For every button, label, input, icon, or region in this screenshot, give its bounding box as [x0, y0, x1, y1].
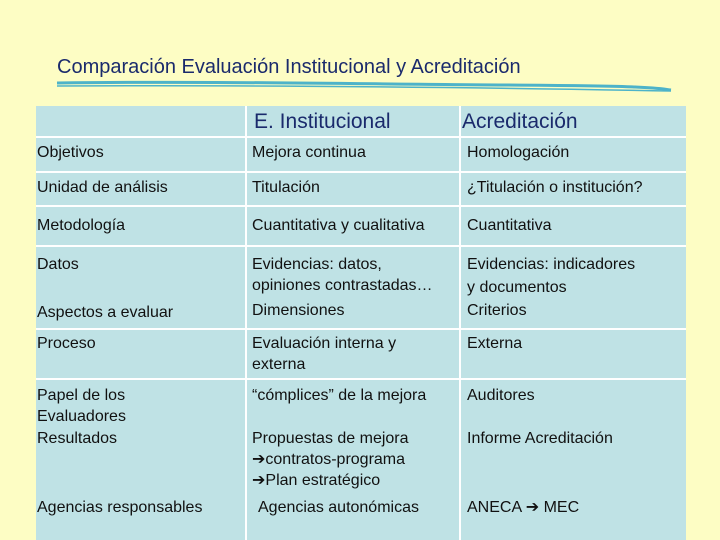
cell-line: opiniones contrastadas… — [252, 277, 433, 294]
cell-acreditacion: Homologación — [467, 144, 570, 161]
cell-institucional: “cómplices” de la mejora — [252, 387, 427, 404]
cell-acreditacion — [467, 254, 635, 298]
row-label: Agencias responsables — [37, 499, 203, 516]
row-divider — [36, 328, 686, 330]
slide-title: Comparación Evaluación Institucional y Acreditación — [57, 56, 521, 78]
cell-institucional: Titulación — [252, 179, 320, 196]
title-underline — [55, 78, 673, 92]
cell-line: Evidencias: datos, — [252, 256, 382, 273]
cell-line: Evidencias: indicadores — [467, 256, 636, 273]
row-label: Proceso — [37, 335, 96, 352]
cell-text: MEC — [543, 499, 580, 516]
cell-line: Evaluadores — [37, 408, 126, 425]
cell-institucional: Agencias autonómicas — [258, 499, 419, 516]
cell-line: y documentos — [467, 279, 567, 296]
cell-institucional — [252, 333, 396, 375]
cell-acreditacion: Criterios — [467, 302, 527, 319]
row-divider — [36, 245, 686, 247]
cell-acreditacion: ¿Titulación o institución? — [467, 179, 643, 196]
cell-line: Papel de los — [37, 387, 126, 404]
cell-institucional — [252, 428, 409, 491]
row-label: Unidad de análisis — [37, 179, 168, 196]
row-label — [37, 385, 126, 427]
row-label: Datos — [37, 256, 79, 273]
row-label: Resultados — [37, 430, 118, 447]
cell-text: contratos-programa — [265, 451, 406, 468]
row-divider — [36, 205, 686, 207]
right-arrow-icon: ➔ — [252, 451, 266, 468]
right-arrow-icon: ➔ — [525, 499, 540, 516]
cell-acreditacion: Auditores — [467, 387, 535, 404]
row-label: Metodología — [37, 217, 126, 234]
row-label: Aspectos a evaluar — [37, 304, 174, 321]
cell-text: ANECA — [467, 499, 522, 516]
cell-institucional: Dimensiones — [252, 302, 345, 319]
row-divider — [36, 171, 686, 173]
right-arrow-icon: ➔ — [252, 472, 266, 489]
cell-institucional: Mejora continua — [252, 144, 366, 161]
cell-line — [252, 449, 409, 470]
cell-line — [252, 470, 409, 491]
column-header-acreditacion: Acreditación — [462, 110, 578, 133]
cell-text: Plan estratégico — [265, 472, 381, 489]
row-divider — [36, 136, 686, 138]
cell-line: Propuestas de mejora — [252, 430, 409, 447]
cell-institucional — [252, 254, 433, 296]
cell-acreditacion — [467, 497, 579, 518]
row-divider — [36, 378, 686, 380]
cell-acreditacion: Externa — [467, 335, 523, 352]
cell-institucional: Cuantitativa y cualitativa — [252, 217, 425, 234]
column-header-institucional: E. Institucional — [254, 110, 391, 133]
row-label: Objetivos — [37, 144, 104, 161]
cell-line: Evaluación interna y — [252, 335, 397, 352]
cell-acreditacion: Cuantitativa — [467, 217, 552, 234]
cell-acreditacion: Informe Acreditación — [467, 430, 613, 447]
cell-line: externa — [252, 356, 306, 373]
